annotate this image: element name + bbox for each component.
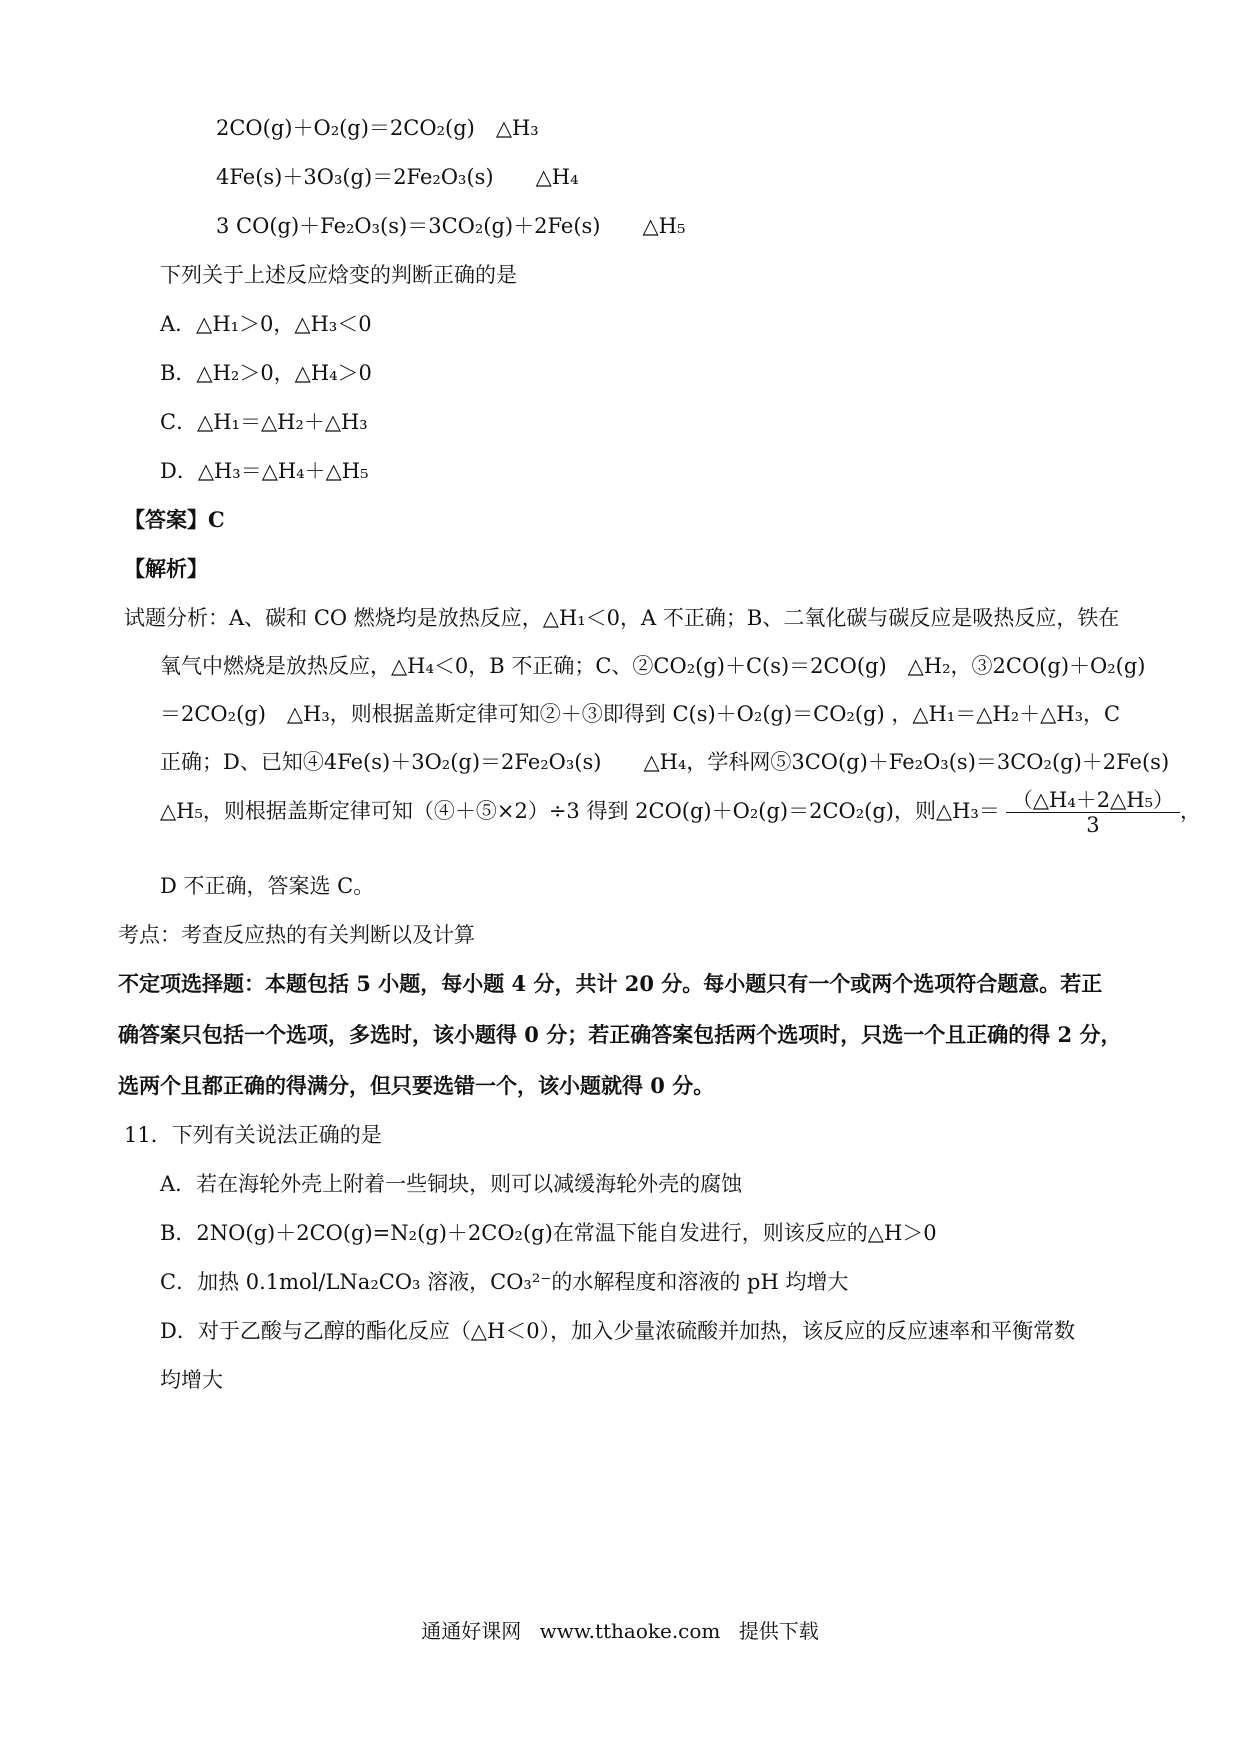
q10-option-a: A．△H₁＞0，△H₃＜0	[160, 312, 372, 336]
footer-url[interactable]: www.tthaoke.com	[539, 1619, 721, 1643]
q10-stem: 下列关于上述反应焓变的判断正确的是	[160, 263, 517, 287]
q10-analysis-line-5-end: ，	[1179, 799, 1201, 823]
section-instruction-line-1: 不定项选择题：本题包括 5 小题，每小题 4 分，共计 20 分。每小题只有一个或两个选项符合题意。若正	[118, 971, 1103, 996]
section-instruction-line-2: 确答案只包括一个选项，多选时，该小题得 0 分；若正确答案包括两个选项时，只选一个且正确的得 2 分，	[118, 1022, 1122, 1047]
fraction-numerator: （△H₄＋2△H₅）	[1006, 788, 1180, 813]
q10-analysis-line-1: 试题分析：A、碳和 CO 燃烧均是放热反应，△H₁＜0，A 不正确；B、二氧化碳与碳反应是吸热反应，铁在	[124, 606, 1120, 630]
section-instruction-line-3: 选两个且都正确的得满分，但只要选错一个，该小题就得 0 分。	[118, 1073, 715, 1098]
q10-analysis-line-3: ＝2CO₂(g) △H₃，则根据盖斯定律可知②＋③即得到 C(s)＋O₂(g)＝CO₂(g) ，△H₁＝△H₂＋△H₃，C	[160, 702, 1121, 726]
q10-analysis-heading: 【解析】	[124, 556, 208, 581]
q10-option-c: C．△H₁＝△H₂＋△H₃	[160, 410, 368, 434]
footer-note: 提供下载	[738, 1619, 819, 1643]
q10-analysis-line-2: 氧气中燃烧是放热反应，△H₄＜0，B 不正确；C、②CO₂(g)＋C(s)＝2CO(g) △H₂，③2CO(g)＋O₂(g)	[160, 654, 1146, 678]
q11-option-c: C．加热 0.1mol/LNa₂CO₃ 溶液，CO₃²⁻的水解程度和溶液的 pH 均增大	[160, 1270, 849, 1294]
q10-option-b: B．△H₂＞0，△H₄＞0	[160, 361, 372, 385]
q11-option-b: B．2NO(g)＋2CO(g)=N₂(g)＋2CO₂(g)在常温下能自发进行，则该反应的△H＞0	[160, 1221, 937, 1245]
fraction-denominator: 3	[1086, 813, 1100, 837]
equation-fe-oxidation: 4Fe(s)＋3O₃(g)＝2Fe₂O₃(s) △H₄	[216, 165, 579, 189]
q10-analysis-line-5	[160, 788, 1201, 837]
q10-analysis-line-6: D 不正确，答案选 C。	[160, 874, 375, 898]
footer-site-name: 通通好课网	[421, 1619, 522, 1643]
q10-answer: 【答案】C	[124, 507, 225, 532]
q11-stem: 11．下列有关说法正确的是	[124, 1123, 382, 1147]
fraction	[1006, 788, 1180, 837]
q11-option-d-continued: 均增大	[160, 1368, 223, 1392]
q10-exam-point: 考点：考查反应热的有关判断以及计算	[118, 923, 475, 947]
q10-analysis-line-4: 正确；D、已知④4Fe(s)＋3O₂(g)＝2Fe₂O₃(s) △H₄，学科网⑤3CO(g)＋Fe₂O₃(s)＝3CO₂(g)＋2Fe(s)	[160, 750, 1170, 774]
q10-option-d: D．△H₃＝△H₄＋△H₅	[160, 459, 369, 483]
page-footer	[0, 1615, 1240, 1644]
equation-fe2o3-reduction: 3 CO(g)＋Fe₂O₃(s)＝3CO₂(g)＋2Fe(s) △H₅	[216, 214, 686, 238]
equation-co-combustion: 2CO(g)＋O₂(g)＝2CO₂(g) △H₃	[216, 116, 539, 140]
q10-analysis-line-5-text: △H₅，则根据盖斯定律可知（④＋⑤×2）÷3 得到 2CO(g)＋O₂(g)＝2CO₂(g)，则△H₃＝	[160, 799, 1000, 823]
q11-option-d: D．对于乙酸与乙醇的酯化反应（△H＜0），加入少量浓硫酸并加热，该反应的反应速率和平衡常数	[160, 1319, 1076, 1343]
q11-option-a: A．若在海轮外壳上附着一些铜块，则可以减缓海轮外壳的腐蚀	[160, 1172, 743, 1196]
